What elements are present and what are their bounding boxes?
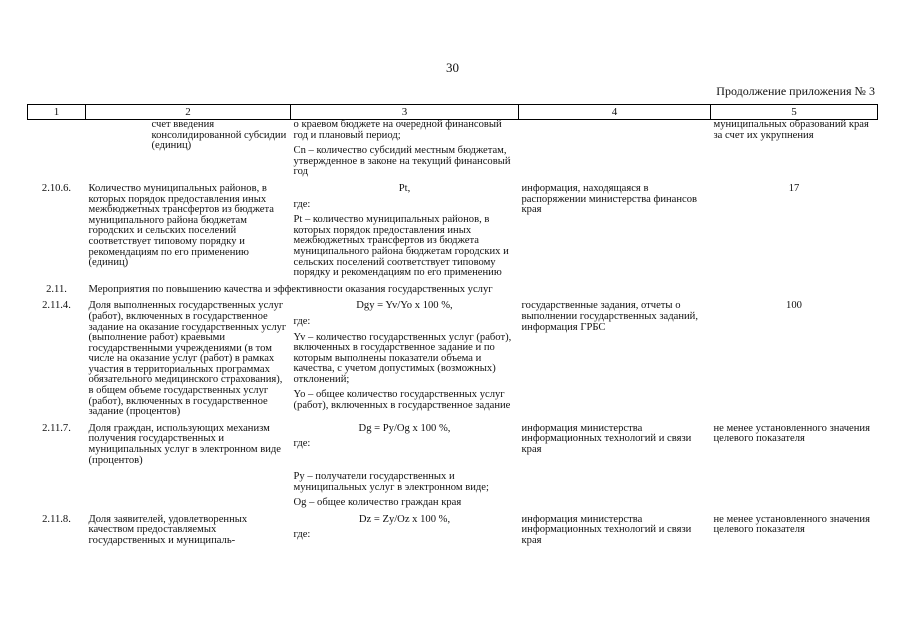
info-source: информация, находящаяся в распоряжении министерства финансов края [521, 182, 698, 216]
table-row [28, 295, 878, 418]
calc-method-text: о краевом бюджете на очередной финансовый год и плановый период; [293, 119, 502, 141]
table-header-row [28, 105, 878, 120]
info-source: государственные задания, отчеты о выполнении государственных заданий, информация ГРБС [521, 300, 698, 333]
info-source: информация министерства информационных технологий и связи края [521, 422, 692, 456]
formula: Dz = Zy/Oz x 100 %, [358, 513, 451, 525]
formula-desc: Yv – количество государственных услуг (работ), включенных в государственное задание и по которым выполнены показатели объема и качества, с учетом допустимых (возможных) отклонений; [293, 331, 512, 385]
formula-where: где: [293, 198, 311, 210]
indicators-table [27, 104, 878, 547]
row-name: Количество муниципальных районов, в которых порядок предоставления иных межбюджетных трансфертов из бюджета муниципального района бюджетам городских и сельских поселений соответствует типовому порядку и рекомендациям по его применению (единиц) [88, 182, 274, 269]
page-number: 30 [446, 60, 459, 75]
section-title: Мероприятия по повышению качества и эффективности оказания государственных услуг [88, 283, 493, 295]
header-col-1: 1 [28, 105, 86, 120]
info-source [519, 120, 711, 178]
table-row [28, 178, 878, 279]
formula-where: где: [293, 438, 311, 450]
formula-desc: Pt – количество муниципальных районов, в которых порядок предоставления иных межбюджетных трансфертов из бюджета муниципального района бюджетам городских и сельских поселений соответствует типовому порядку и рекомендациям по его применению [293, 214, 509, 279]
table-row [28, 418, 878, 509]
formula-desc: Og – общее количество граждан края [293, 497, 462, 509]
row-name: счет введения консолидированной субсидии (единиц) [151, 119, 287, 152]
calc-method-desc: Cn – количество субсидий местным бюджетам, утвержденное в законе на текущий финансовый год [293, 145, 511, 178]
formula: Dg = Py/Og x 100 %, [358, 422, 451, 434]
formula: Pt, [398, 182, 411, 194]
formula-desc: Py – получатели государственных и муниципальных услуг в электронном виде; [293, 471, 489, 493]
header-col-3: 3 [291, 105, 519, 120]
table-row [28, 120, 878, 178]
row-number: 2.10.6. [41, 182, 72, 194]
target-value: не менее установленного значения целевого показателя [713, 513, 870, 536]
appendix-note: Продолжение приложения № 3 [716, 84, 875, 98]
row-number: 2.11.4. [42, 300, 71, 312]
row-name: Доля заявителей, удовлетворенных качеством предоставляемых государственных и муниципаль- [88, 513, 248, 546]
table-row [28, 509, 878, 547]
row-number: 2.11.8. [42, 513, 71, 525]
formula-desc: Yo – общее количество государственных услуг (работ), включенных в государственное задание [293, 389, 511, 412]
formula-where: где: [293, 315, 311, 327]
header-col-2: 2 [86, 105, 291, 120]
row-name: Доля выполненных государственных услуг (работ), включенных в государственное задание на оказание государственных услуг (выполнение работ) краевыми государственными учреждениями (в том числе на оказание услуг (работ) в рамках участия в территориальных программах обязательного медицинского страхования), в общем объеме государственных услуг (работ), включенных в государственное задание (процентов) [88, 300, 287, 418]
target-value: не менее установленного значения целевого показателя [713, 422, 870, 445]
header-col-4: 4 [519, 105, 711, 120]
formula: Dgy = Yv/Yo x 100 %, [356, 300, 453, 312]
target-value: 100 [786, 300, 802, 312]
target-value: 17 [788, 182, 800, 194]
target-value: муниципальных образований края за счет их укрупнения [713, 119, 869, 141]
section-number: 2.11. [46, 283, 67, 295]
header-col-5: 5 [711, 105, 878, 120]
info-source: информация министерства информационных технологий и связи края [521, 513, 692, 546]
formula-where: где: [293, 529, 311, 541]
section-row [28, 279, 878, 296]
row-number: 2.11.7. [42, 422, 71, 434]
row-name: Доля граждан, использующих механизм получения государственных и муниципальных услуг в электронном виде (процентов) [88, 422, 281, 466]
